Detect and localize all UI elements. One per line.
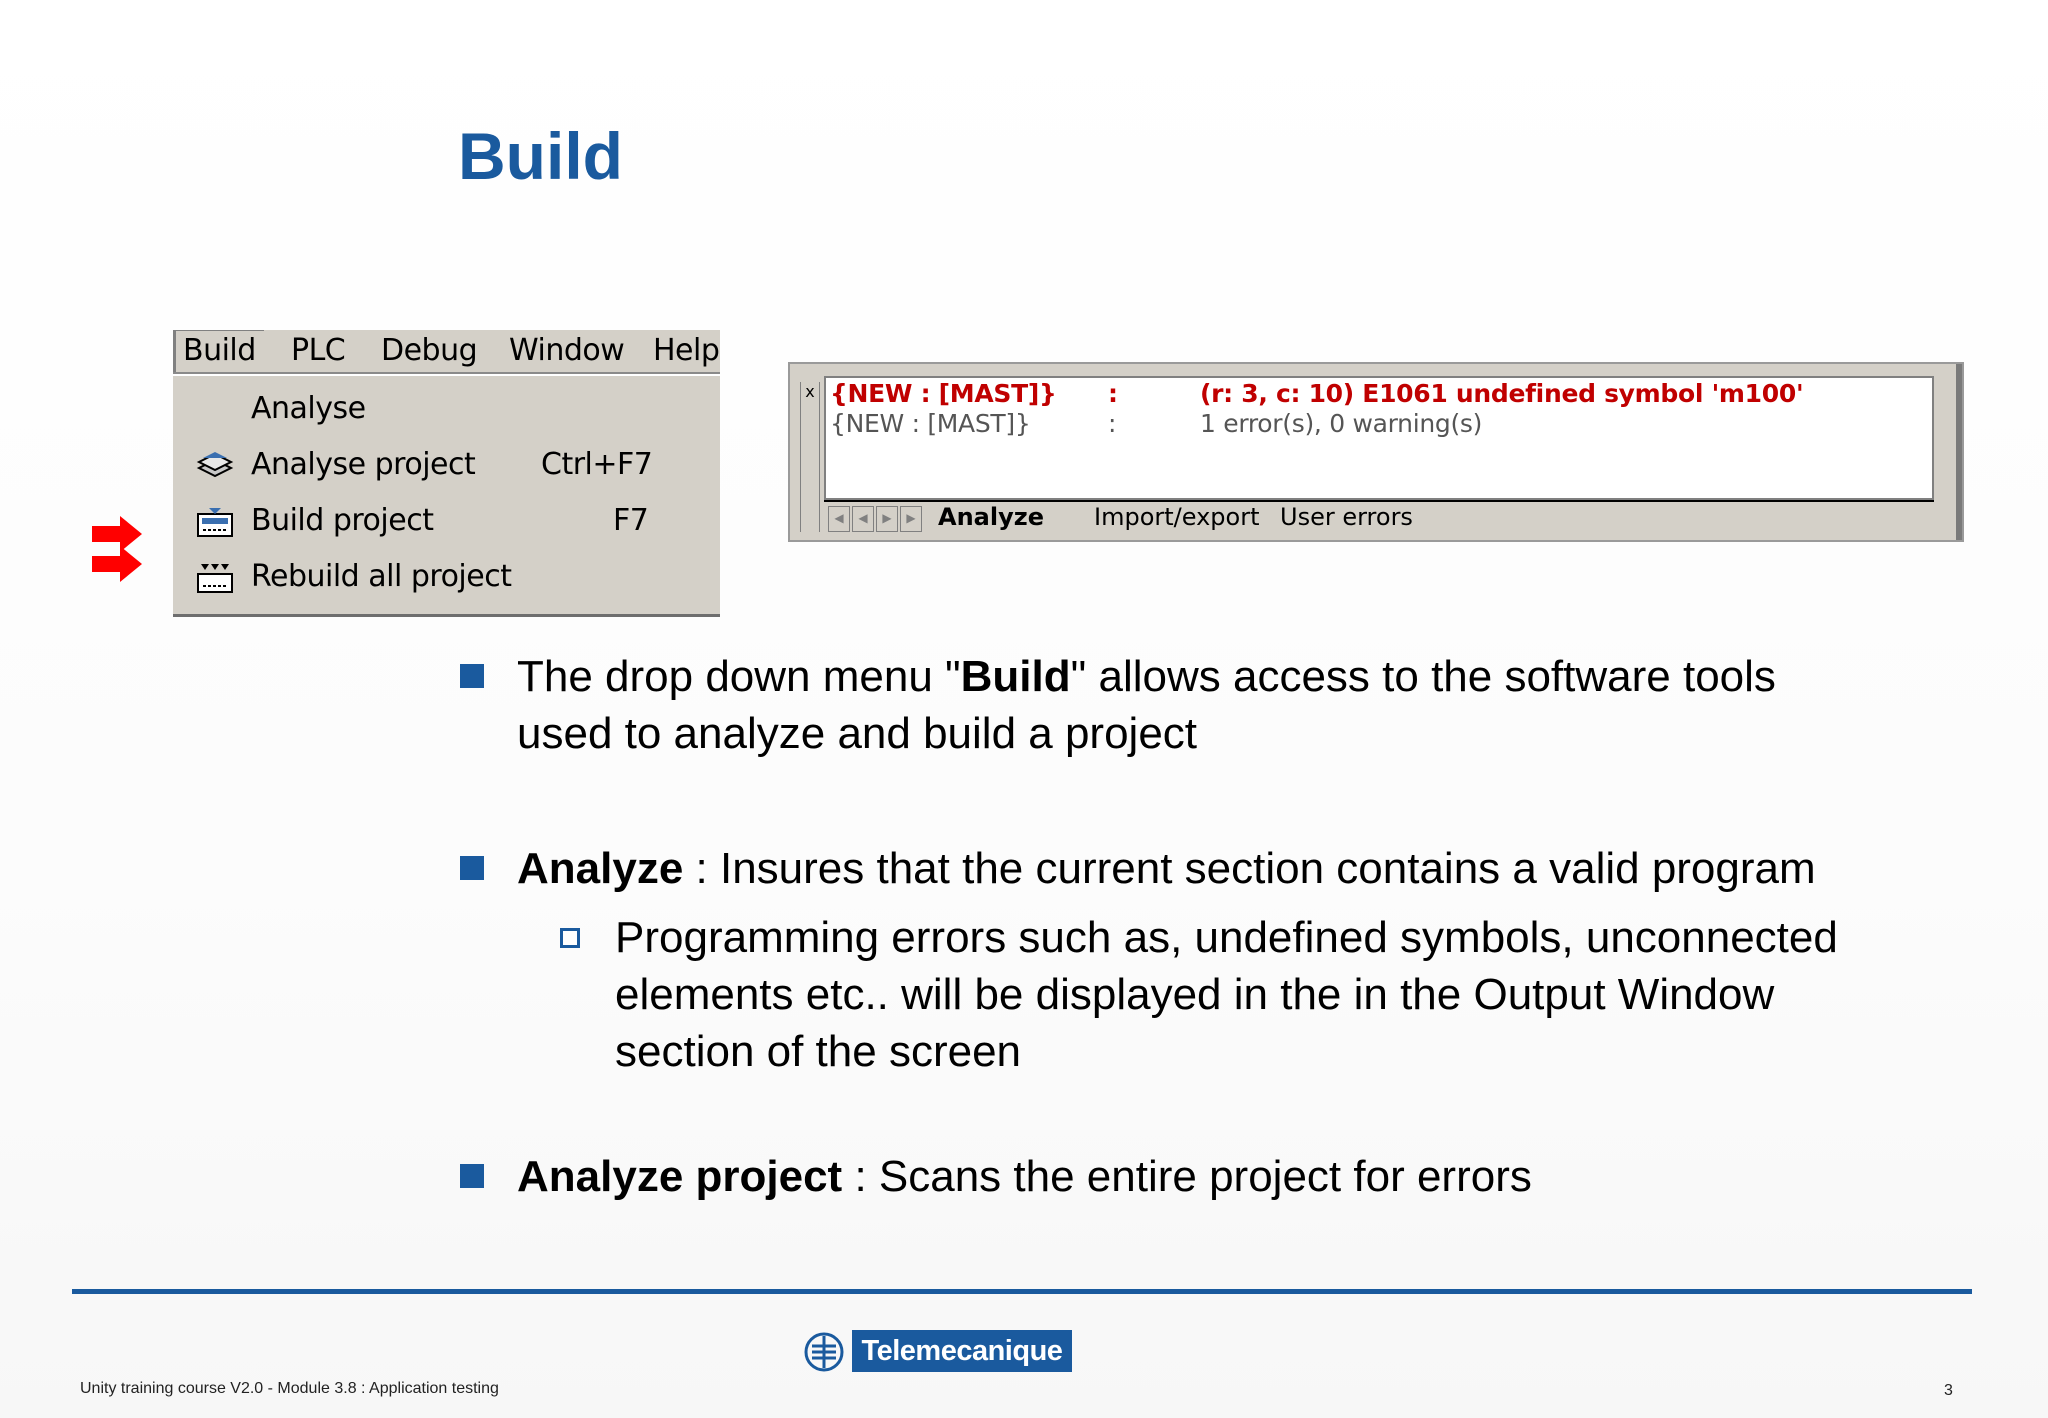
output-source: {NEW : [MAST]}: [830, 409, 1031, 438]
menu-item-label: Build project: [251, 503, 434, 538]
page-title: Build: [458, 119, 623, 193]
menu-bar: [173, 330, 720, 374]
bullet-keyword: Build: [960, 652, 1071, 701]
bullet-analyze: [517, 840, 1997, 897]
bullet-keyword: Analyze: [517, 844, 684, 893]
logo-wordmark: Telemecanique: [852, 1330, 1072, 1372]
bullet-icon: [460, 664, 484, 688]
build-project-icon: [195, 506, 235, 538]
bullet-text: used to analyze and build a project: [517, 709, 1198, 758]
output-source: {NEW : [MAST]}: [830, 379, 1057, 408]
pointer-arrow-icon: [92, 516, 144, 586]
menu-item-shortcut: F7: [613, 503, 649, 538]
output-tabs: [824, 500, 1934, 534]
telemecanique-logo: [804, 1330, 1072, 1374]
output-separator: :: [1108, 379, 1118, 408]
output-window-content: [824, 376, 1934, 500]
footer-course-label: Unity training course V2.0 - Module 3.8 : Application testing: [80, 1380, 499, 1397]
bullet-icon: [460, 1164, 484, 1188]
next-tab-icon[interactable]: ▶: [876, 506, 898, 532]
bullet-text: section of the screen: [615, 1027, 1022, 1076]
menu-debug[interactable]: Debug: [381, 333, 478, 368]
bullet-text: Programming errors such as, undefined symbols, unconnected: [615, 913, 1838, 962]
menu-plc[interactable]: PLC: [291, 333, 346, 368]
sub-bullet-programming-errors: [615, 909, 2015, 1080]
menu-help[interactable]: Help: [653, 333, 720, 368]
bullet-text: The drop down menu ": [517, 652, 961, 701]
menu-item-analyse[interactable]: [173, 382, 720, 436]
page-number: 3: [1944, 1382, 1953, 1399]
output-window-screenshot: [788, 362, 1964, 542]
close-icon[interactable]: x: [805, 382, 815, 401]
bullet-build-menu: [517, 648, 1997, 762]
bullet-text: elements etc.. will be displayed in the in the Output Window: [615, 970, 1775, 1019]
menu-item-analyse-project[interactable]: [173, 438, 720, 492]
menu-item-shortcut: Ctrl+F7: [541, 447, 653, 482]
bullet-keyword: Analyze project: [517, 1152, 843, 1201]
tab-import-export[interactable]: Import/export: [1094, 503, 1260, 531]
bullet-text: : Insures that the current section contains a valid program: [683, 844, 1816, 893]
menu-item-label: Rebuild all project: [251, 559, 512, 594]
menu-item-rebuild-all-project[interactable]: [173, 550, 720, 604]
telemecanique-mark-icon: [804, 1332, 844, 1372]
footer-divider: [72, 1289, 1972, 1294]
output-separator: :: [1108, 409, 1117, 438]
analyse-project-icon: [195, 450, 235, 482]
window-edge: [1956, 364, 1962, 540]
bullet-icon: [460, 856, 484, 880]
menu-item-label: Analyse: [251, 391, 366, 426]
output-message: (r: 3, c: 10) E1061 undefined symbol 'm100': [1200, 379, 1804, 408]
menu-separator: [173, 374, 720, 376]
build-menu-screenshot: [173, 330, 720, 617]
output-window-sidebar: [800, 382, 820, 532]
last-tab-icon[interactable]: ▶: [900, 506, 922, 532]
menu-build[interactable]: Build: [173, 330, 264, 372]
first-tab-icon[interactable]: ◀: [828, 506, 850, 532]
tab-analyze[interactable]: Analyze: [938, 503, 1044, 531]
bullet-text: : Scans the entire project for errors: [842, 1152, 1532, 1201]
bullet-analyze-project: [517, 1148, 1997, 1205]
menu-item-label: Analyse project: [251, 447, 476, 482]
tab-user-errors[interactable]: User errors: [1280, 503, 1413, 531]
output-message: 1 error(s), 0 warning(s): [1200, 409, 1483, 438]
menu-window[interactable]: Window: [509, 333, 625, 368]
sub-bullet-icon: [560, 928, 580, 948]
prev-tab-icon[interactable]: ◀: [852, 506, 874, 532]
rebuild-all-icon: [195, 562, 235, 594]
menu-item-build-project[interactable]: [173, 494, 720, 548]
bullet-text: " allows access to the software tools: [1070, 652, 1776, 701]
